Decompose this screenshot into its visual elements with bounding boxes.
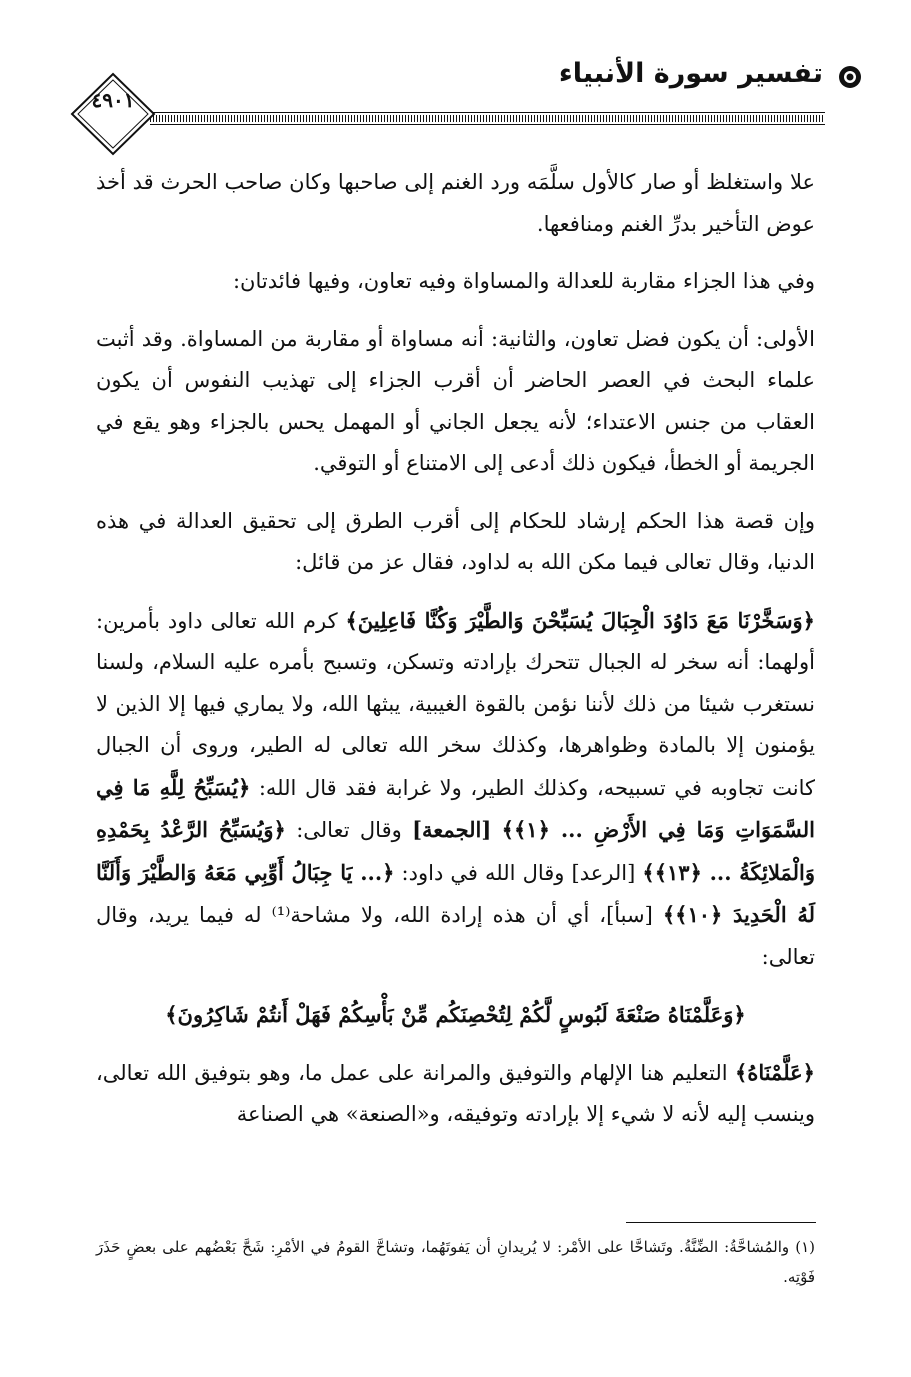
paragraph-1: علا واستغلظ أو صار كالأول سلَّمَه ورد الغنم إلى صاحبها وكان صاحب الحرث قد أخذ عوض التأخير بدرِّ الغنم ومنافعها.: [96, 170, 815, 236]
page-header: [0, 0, 911, 160]
quran-verse: ﴿يُسَبِّحُ لِلَّهِ مَا فِي السَّمَوَاتِ وَمَا فِي الأَرْضِ ... ﴿١﴾﴾: [96, 774, 815, 842]
paragraph-text: وقال الله في داود:: [401, 860, 565, 885]
surah-reference: [سبأ]: [606, 903, 653, 927]
page-title: تفسير سورة الأنبياء: [558, 58, 823, 89]
paragraph-6: [96, 1052, 815, 1136]
surah-reference: [الجمعة]: [412, 817, 492, 842]
quran-verse: ﴿... يَا جِبَالُ أَوِّبِي مَعَهُ وَالطَّيْرَ وَأَلَنَّا لَهُ الْحَدِيدَ ﴿١٠﴾﴾: [96, 859, 815, 927]
quran-verse: ﴿عَلَّمْنَاهُ﴾: [735, 1059, 815, 1085]
main-text: [96, 162, 815, 1152]
page-number: ٤٩٠١: [91, 88, 135, 112]
paragraph-text: وقال تعالى:: [296, 818, 402, 842]
paragraph-3: الأولى: أن يكون فضل تعاون، والثانية: أنه مساواة أو مقاربة من المساواة. وقد أثبت علماء البحث في العصر الحاضر أن أقرب الجزاء إلى تهذيب النفوس أن يكون العقاب من جنس الاعتداء؛ لأنه يجعل الجاني أو المهمل يحس بالجزاء وهو يقع في الجريمة أو الخطأ، فيكون ذلك أدعى إلى الامتناع أو التوقي.: [96, 326, 815, 475]
footnote-divider: [626, 1222, 816, 1223]
quran-verse-centered: ﴿وَعَلَّمْنَاهُ صَنْعَةَ لَبُوسٍ لَّكُمْ لِتُحْصِنَكُم مِّنْ بَأْسِكُمْ فَهَلْ أَنتُمْ شَاكِرُونَ﴾: [165, 1002, 746, 1027]
paragraph-2: وفي هذا الجزاء مقاربة للعدالة والمساواة وفيه تعاون، وفيها فائدتان:: [232, 269, 815, 293]
flower-ornament-icon: [837, 64, 863, 90]
page-number-badge-icon: [70, 72, 156, 156]
quran-verse: ﴿وَسَخَّرْنَا مَعَ دَاوُدَ الْجِبَالَ يُسَبِّحْنَ وَالطَّيْرَ وَكُنَّا فَاعِلِينَ﴾: [345, 607, 815, 633]
paragraph-text: ، أي أن هذه إرادة الله، ولا مشاحة⁽¹⁾ له فيما يريد، وقال تعالى:: [96, 903, 815, 969]
paragraph-text: التعليم هنا الإلهام والتوفيق والمرانة على عمل ما، وهو بتوفيق الله تعالى، وينسب إليه لأنه لا شيء إلا بإرادته وتوفيقه، و«الصنعة» هي الصناعة: [96, 1060, 815, 1126]
surah-reference: [الرعد]: [571, 860, 636, 885]
quran-verse: ﴿وَيُسَبِّحُ الرَّعْدُ بِحَمْدِهِ وَالْمَلائِكَةُ ... ﴿١٣﴾﴾: [96, 817, 816, 885]
footnote: (١) والمُشاحَّةُ: الضِّنَّةُ. وتَشاحَّا على الأمْر: لا يُريدانِ أن يَفوتَهُما، وتشاحَّ القومُ في الأمْرِ: شَحَّ بَعْضُهم على بعضٍ حَذَرَ فَوْتِه.: [96, 1238, 815, 1286]
paragraph-text: كرم الله تعالى داود بأمرين: أولهما: أنه سخر له الجبال تتحرك بإرادته وتسكن، وتسبح بأمره عليه السلام، ولسنا نستغرب شيئا من ذلك لأننا نؤمن بالقوة الغيبية، يبثها الله، ولا يماري فيها إلا الذين لا يؤمنون إلا بالمادة وظواهرها، وكذلك سخر الله تعالى له الطير، وروى أن الجبال كانت تجاوبه في تسبيحه، وكذلك الطير، ولا غرابة فقد قال الله:: [96, 608, 815, 800]
paragraph-4: وإن قصة هذا الحكم إرشاد للحكام إلى أقرب الطرق إلى تحقيق العدالة في هذه الدنيا، وقال تعالى فيما مكن الله به لداود، فقال عز من قائل:: [96, 508, 815, 574]
header-rule: [150, 115, 825, 122]
paragraph-5: [96, 600, 815, 979]
